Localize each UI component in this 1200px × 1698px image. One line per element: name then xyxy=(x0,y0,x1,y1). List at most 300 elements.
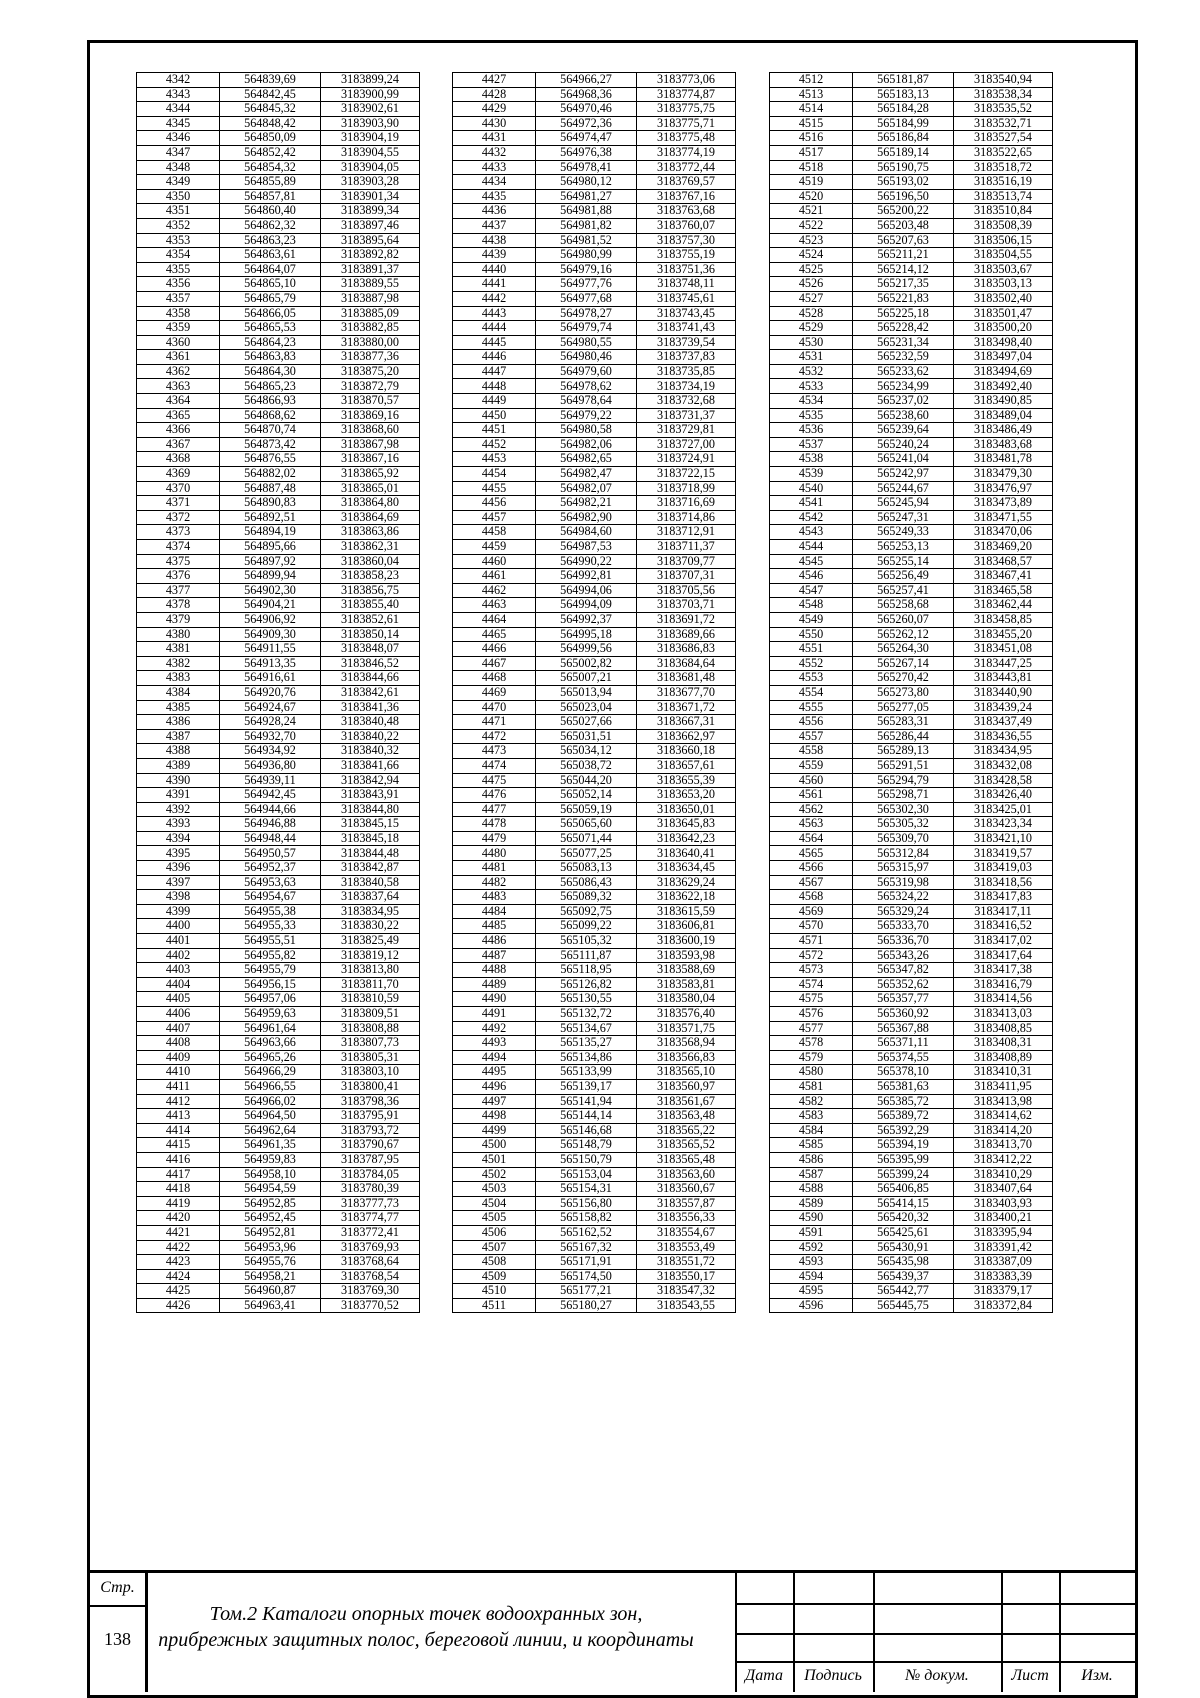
x-coordinate: 564839,69 xyxy=(220,73,321,88)
x-coordinate: 565184,99 xyxy=(853,116,954,131)
y-coordinate: 3183882,85 xyxy=(321,321,420,336)
point-number: 4488 xyxy=(453,963,536,978)
point-number: 4424 xyxy=(137,1269,220,1284)
x-coordinate: 564870,74 xyxy=(220,423,321,438)
point-number: 4475 xyxy=(453,773,536,788)
point-number: 4490 xyxy=(453,992,536,1007)
table-row xyxy=(453,73,736,88)
y-coordinate: 3183846,52 xyxy=(321,656,420,671)
y-coordinate: 3183413,70 xyxy=(954,1138,1053,1153)
y-coordinate: 3183862,31 xyxy=(321,540,420,555)
x-coordinate: 564946,88 xyxy=(220,817,321,832)
y-coordinate: 3183864,80 xyxy=(321,496,420,511)
point-number: 4591 xyxy=(770,1225,853,1240)
point-number: 4448 xyxy=(453,379,536,394)
point-number: 4492 xyxy=(453,1021,536,1036)
point-number: 4587 xyxy=(770,1167,853,1182)
point-number: 4372 xyxy=(137,510,220,525)
x-coordinate: 564850,09 xyxy=(220,131,321,146)
point-number: 4530 xyxy=(770,335,853,350)
x-coordinate: 565083,13 xyxy=(536,861,637,876)
table-row xyxy=(453,1182,736,1197)
point-number: 4483 xyxy=(453,890,536,905)
y-coordinate: 3183615,59 xyxy=(637,904,736,919)
y-coordinate: 3183593,98 xyxy=(637,948,736,963)
table-row xyxy=(770,569,1053,584)
y-coordinate: 3183705,56 xyxy=(637,583,736,598)
point-number: 4367 xyxy=(137,437,220,452)
x-coordinate: 565324,22 xyxy=(853,890,954,905)
table-row xyxy=(453,919,736,934)
point-number: 4411 xyxy=(137,1079,220,1094)
y-coordinate: 3183554,67 xyxy=(637,1225,736,1240)
x-coordinate: 564964,50 xyxy=(220,1109,321,1124)
table-row xyxy=(453,321,736,336)
x-coordinate: 564956,15 xyxy=(220,977,321,992)
y-coordinate: 3183773,06 xyxy=(637,73,736,88)
y-coordinate: 3183506,15 xyxy=(954,233,1053,248)
table-row xyxy=(453,1036,736,1051)
x-coordinate: 564902,30 xyxy=(220,583,321,598)
x-coordinate: 565258,68 xyxy=(853,598,954,613)
point-number: 4542 xyxy=(770,510,853,525)
x-coordinate: 565154,31 xyxy=(536,1182,637,1197)
point-number: 4391 xyxy=(137,788,220,803)
x-coordinate: 565177,21 xyxy=(536,1284,637,1299)
x-coordinate: 565023,04 xyxy=(536,700,637,715)
y-coordinate: 3183642,23 xyxy=(637,831,736,846)
y-coordinate: 3183408,31 xyxy=(954,1036,1053,1051)
table-row xyxy=(137,1269,420,1284)
table-row xyxy=(137,758,420,773)
y-coordinate: 3183416,79 xyxy=(954,977,1053,992)
y-coordinate: 3183395,94 xyxy=(954,1225,1053,1240)
table-row xyxy=(453,773,736,788)
x-coordinate: 565294,79 xyxy=(853,773,954,788)
y-coordinate: 3183711,37 xyxy=(637,540,736,555)
x-coordinate: 565167,32 xyxy=(536,1240,637,1255)
point-number: 4464 xyxy=(453,612,536,627)
point-number: 4487 xyxy=(453,948,536,963)
y-coordinate: 3183440,90 xyxy=(954,685,1053,700)
point-number: 4352 xyxy=(137,218,220,233)
table-row xyxy=(137,612,420,627)
table-row xyxy=(453,1255,736,1270)
x-coordinate: 565013,94 xyxy=(536,685,637,700)
stamp-label-sheet: Лист xyxy=(1011,1667,1049,1684)
x-coordinate: 564955,76 xyxy=(220,1255,321,1270)
table-row xyxy=(770,627,1053,642)
table-row xyxy=(770,1240,1053,1255)
x-coordinate: 565148,79 xyxy=(536,1138,637,1153)
table-row xyxy=(137,262,420,277)
x-coordinate: 564904,21 xyxy=(220,598,321,613)
x-coordinate: 564863,61 xyxy=(220,248,321,263)
point-number: 4379 xyxy=(137,612,220,627)
point-number: 4474 xyxy=(453,758,536,773)
table-row xyxy=(137,948,420,963)
y-coordinate: 3183852,61 xyxy=(321,612,420,627)
table-row xyxy=(770,1050,1053,1065)
y-coordinate: 3183891,37 xyxy=(321,262,420,277)
y-coordinate: 3183904,05 xyxy=(321,160,420,175)
table-row xyxy=(770,452,1053,467)
table-row xyxy=(770,1021,1053,1036)
y-coordinate: 3183800,41 xyxy=(321,1079,420,1094)
y-coordinate: 3183408,89 xyxy=(954,1050,1053,1065)
x-coordinate: 564981,88 xyxy=(536,204,637,219)
table-row xyxy=(453,700,736,715)
point-number: 4463 xyxy=(453,598,536,613)
x-coordinate: 565180,27 xyxy=(536,1298,637,1313)
point-number: 4457 xyxy=(453,510,536,525)
y-coordinate: 3183447,25 xyxy=(954,656,1053,671)
point-number: 4518 xyxy=(770,160,853,175)
y-coordinate: 3183498,40 xyxy=(954,335,1053,350)
y-coordinate: 3183568,94 xyxy=(637,1036,736,1051)
table-row xyxy=(137,656,420,671)
table-row xyxy=(770,1094,1053,1109)
table-row xyxy=(453,116,736,131)
table-row xyxy=(137,525,420,540)
table-row xyxy=(137,1225,420,1240)
y-coordinate: 3183777,73 xyxy=(321,1196,420,1211)
y-coordinate: 3183795,91 xyxy=(321,1109,420,1124)
y-coordinate: 3183518,72 xyxy=(954,160,1053,175)
y-coordinate: 3183606,81 xyxy=(637,919,736,934)
table-row xyxy=(137,335,420,350)
y-coordinate: 3183745,61 xyxy=(637,291,736,306)
table-row xyxy=(453,598,736,613)
point-number: 4402 xyxy=(137,948,220,963)
table-row xyxy=(770,831,1053,846)
y-coordinate: 3183684,64 xyxy=(637,656,736,671)
x-coordinate: 565150,79 xyxy=(536,1152,637,1167)
x-coordinate: 565126,82 xyxy=(536,977,637,992)
x-coordinate: 564980,12 xyxy=(536,175,637,190)
point-number: 4552 xyxy=(770,656,853,671)
table-row xyxy=(453,1123,736,1138)
point-number: 4524 xyxy=(770,248,853,263)
y-coordinate: 3183432,08 xyxy=(954,758,1053,773)
y-coordinate: 3183407,64 xyxy=(954,1182,1053,1197)
table-row xyxy=(770,364,1053,379)
point-number: 4510 xyxy=(453,1284,536,1299)
table-row xyxy=(453,233,736,248)
point-number: 4348 xyxy=(137,160,220,175)
y-coordinate: 3183434,95 xyxy=(954,744,1053,759)
point-number: 4446 xyxy=(453,350,536,365)
point-number: 4415 xyxy=(137,1138,220,1153)
y-coordinate: 3183527,54 xyxy=(954,131,1053,146)
table-row xyxy=(770,1225,1053,1240)
y-coordinate: 3183551,72 xyxy=(637,1255,736,1270)
x-coordinate: 565214,12 xyxy=(853,262,954,277)
point-number: 4509 xyxy=(453,1269,536,1284)
x-coordinate: 565394,19 xyxy=(853,1138,954,1153)
y-coordinate: 3183391,42 xyxy=(954,1240,1053,1255)
y-coordinate: 3183413,03 xyxy=(954,1007,1053,1022)
x-coordinate: 564979,22 xyxy=(536,408,637,423)
table-row xyxy=(137,131,420,146)
y-coordinate: 3183681,48 xyxy=(637,671,736,686)
table-row xyxy=(453,145,736,160)
x-coordinate: 565319,98 xyxy=(853,875,954,890)
stamp-label-revision: Изм. xyxy=(1081,1667,1113,1684)
y-coordinate: 3183892,82 xyxy=(321,248,420,263)
x-coordinate: 565291,51 xyxy=(853,758,954,773)
point-number: 4470 xyxy=(453,700,536,715)
table-row xyxy=(453,744,736,759)
table-row xyxy=(453,218,736,233)
point-number: 4592 xyxy=(770,1240,853,1255)
point-number: 4548 xyxy=(770,598,853,613)
x-coordinate: 564961,64 xyxy=(220,1021,321,1036)
table-row xyxy=(137,846,420,861)
table-row xyxy=(770,1123,1053,1138)
x-coordinate: 565237,02 xyxy=(853,394,954,409)
table-row xyxy=(453,1167,736,1182)
point-number: 4361 xyxy=(137,350,220,365)
table-row xyxy=(770,233,1053,248)
table-row xyxy=(453,1138,736,1153)
document-title: Том.2 Каталоги опорных точек водоохранных зон, прибрежных защитных полос, береговой линии, и координаты xyxy=(158,1603,694,1651)
point-number: 4462 xyxy=(453,583,536,598)
point-number: 4458 xyxy=(453,525,536,540)
point-number: 4438 xyxy=(453,233,536,248)
point-number: 4449 xyxy=(453,394,536,409)
point-number: 4420 xyxy=(137,1211,220,1226)
x-coordinate: 565395,99 xyxy=(853,1152,954,1167)
y-coordinate: 3183904,19 xyxy=(321,131,420,146)
y-coordinate: 3183863,86 xyxy=(321,525,420,540)
x-coordinate: 564952,85 xyxy=(220,1196,321,1211)
point-number: 4417 xyxy=(137,1167,220,1182)
y-coordinate: 3183561,67 xyxy=(637,1094,736,1109)
y-coordinate: 3183900,99 xyxy=(321,87,420,102)
y-coordinate: 3183867,16 xyxy=(321,452,420,467)
y-coordinate: 3183486,49 xyxy=(954,423,1053,438)
y-coordinate: 3183834,95 xyxy=(321,904,420,919)
table-row xyxy=(770,131,1053,146)
table-row xyxy=(453,540,736,555)
y-coordinate: 3183494,69 xyxy=(954,364,1053,379)
x-coordinate: 565253,13 xyxy=(853,540,954,555)
point-number: 4427 xyxy=(453,73,536,88)
x-coordinate: 564887,48 xyxy=(220,481,321,496)
x-coordinate: 564982,06 xyxy=(536,437,637,452)
y-coordinate: 3183560,67 xyxy=(637,1182,736,1197)
x-coordinate: 565343,26 xyxy=(853,948,954,963)
x-coordinate: 564916,61 xyxy=(220,671,321,686)
point-number: 4544 xyxy=(770,540,853,555)
table-row xyxy=(137,1298,420,1313)
point-number: 4476 xyxy=(453,788,536,803)
point-number: 4473 xyxy=(453,744,536,759)
y-coordinate: 3183774,77 xyxy=(321,1211,420,1226)
title-block xyxy=(90,1570,1135,1695)
x-coordinate: 565242,97 xyxy=(853,467,954,482)
table-row xyxy=(770,1269,1053,1284)
y-coordinate: 3183775,71 xyxy=(637,116,736,131)
point-number: 4541 xyxy=(770,496,853,511)
point-number: 4498 xyxy=(453,1109,536,1124)
y-coordinate: 3183808,88 xyxy=(321,1021,420,1036)
table-row xyxy=(453,642,736,657)
x-coordinate: 564876,55 xyxy=(220,452,321,467)
y-coordinate: 3183439,24 xyxy=(954,700,1053,715)
y-coordinate: 3183538,34 xyxy=(954,87,1053,102)
point-number: 4346 xyxy=(137,131,220,146)
table-row xyxy=(453,160,736,175)
x-coordinate: 564944,66 xyxy=(220,802,321,817)
x-coordinate: 565245,94 xyxy=(853,496,954,511)
x-coordinate: 565153,04 xyxy=(536,1167,637,1182)
y-coordinate: 3183437,49 xyxy=(954,715,1053,730)
x-coordinate: 565171,91 xyxy=(536,1255,637,1270)
point-number: 4452 xyxy=(453,437,536,452)
point-number: 4486 xyxy=(453,934,536,949)
y-coordinate: 3183768,64 xyxy=(321,1255,420,1270)
point-number: 4345 xyxy=(137,116,220,131)
table-row xyxy=(137,685,420,700)
x-coordinate: 565144,14 xyxy=(536,1109,637,1124)
y-coordinate: 3183566,83 xyxy=(637,1050,736,1065)
point-number: 4517 xyxy=(770,145,853,160)
table-row xyxy=(770,87,1053,102)
y-coordinate: 3183583,81 xyxy=(637,977,736,992)
y-coordinate: 3183417,11 xyxy=(954,904,1053,919)
y-coordinate: 3183904,55 xyxy=(321,145,420,160)
x-coordinate: 564981,27 xyxy=(536,189,637,204)
table-row xyxy=(453,715,736,730)
table-row xyxy=(137,1182,420,1197)
x-coordinate: 565273,80 xyxy=(853,685,954,700)
point-number: 4468 xyxy=(453,671,536,686)
point-number: 4397 xyxy=(137,875,220,890)
y-coordinate: 3183865,01 xyxy=(321,481,420,496)
x-coordinate: 565193,02 xyxy=(853,175,954,190)
table-row xyxy=(770,1079,1053,1094)
table-row xyxy=(770,1138,1053,1153)
x-coordinate: 565130,55 xyxy=(536,992,637,1007)
x-coordinate: 565267,14 xyxy=(853,656,954,671)
table-row xyxy=(770,262,1053,277)
table-row xyxy=(137,817,420,832)
x-coordinate: 565174,50 xyxy=(536,1269,637,1284)
x-coordinate: 564911,55 xyxy=(220,642,321,657)
point-number: 4381 xyxy=(137,642,220,657)
x-coordinate: 565347,82 xyxy=(853,963,954,978)
x-coordinate: 564992,37 xyxy=(536,612,637,627)
y-coordinate: 3183811,70 xyxy=(321,977,420,992)
table-row xyxy=(137,831,420,846)
point-number: 4382 xyxy=(137,656,220,671)
point-number: 4392 xyxy=(137,802,220,817)
y-coordinate: 3183428,58 xyxy=(954,773,1053,788)
x-coordinate: 564982,21 xyxy=(536,496,637,511)
x-coordinate: 564848,42 xyxy=(220,116,321,131)
x-coordinate: 565134,67 xyxy=(536,1021,637,1036)
table-row xyxy=(137,160,420,175)
point-number: 4547 xyxy=(770,583,853,598)
y-coordinate: 3183553,49 xyxy=(637,1240,736,1255)
y-coordinate: 3183880,00 xyxy=(321,335,420,350)
y-coordinate: 3183842,87 xyxy=(321,861,420,876)
point-number: 4549 xyxy=(770,612,853,627)
table-row xyxy=(770,861,1053,876)
x-coordinate: 565044,20 xyxy=(536,773,637,788)
y-coordinate: 3183867,98 xyxy=(321,437,420,452)
table-row xyxy=(137,861,420,876)
table-row xyxy=(137,598,420,613)
x-coordinate: 564980,46 xyxy=(536,350,637,365)
point-number: 4413 xyxy=(137,1109,220,1124)
table-row xyxy=(770,321,1053,336)
point-number: 4478 xyxy=(453,817,536,832)
point-number: 4515 xyxy=(770,116,853,131)
table-row xyxy=(453,671,736,686)
point-number: 4528 xyxy=(770,306,853,321)
x-coordinate: 565038,72 xyxy=(536,758,637,773)
point-number: 4434 xyxy=(453,175,536,190)
table-row xyxy=(137,364,420,379)
x-coordinate: 564842,45 xyxy=(220,87,321,102)
point-number: 4421 xyxy=(137,1225,220,1240)
x-coordinate: 564864,07 xyxy=(220,262,321,277)
table-row xyxy=(453,1240,736,1255)
point-number: 4440 xyxy=(453,262,536,277)
y-coordinate: 3183718,99 xyxy=(637,481,736,496)
table-row xyxy=(453,1284,736,1299)
y-coordinate: 3183543,55 xyxy=(637,1298,736,1313)
table-row xyxy=(453,612,736,627)
point-number: 4451 xyxy=(453,423,536,438)
point-number: 4588 xyxy=(770,1182,853,1197)
table-row xyxy=(770,817,1053,832)
table-row xyxy=(137,1196,420,1211)
y-coordinate: 3183840,58 xyxy=(321,875,420,890)
point-number: 4583 xyxy=(770,1109,853,1124)
table-row xyxy=(453,248,736,263)
point-number: 4365 xyxy=(137,408,220,423)
y-coordinate: 3183748,11 xyxy=(637,277,736,292)
table-row xyxy=(453,685,736,700)
table-row xyxy=(453,758,736,773)
y-coordinate: 3183885,09 xyxy=(321,306,420,321)
y-coordinate: 3183825,49 xyxy=(321,934,420,949)
x-coordinate: 565232,59 xyxy=(853,350,954,365)
y-coordinate: 3183483,68 xyxy=(954,437,1053,452)
point-number: 4516 xyxy=(770,131,853,146)
point-number: 4537 xyxy=(770,437,853,452)
point-number: 4410 xyxy=(137,1065,220,1080)
y-coordinate: 3183844,80 xyxy=(321,802,420,817)
x-coordinate: 564865,23 xyxy=(220,379,321,394)
x-coordinate: 564955,82 xyxy=(220,948,321,963)
point-number: 4578 xyxy=(770,1036,853,1051)
y-coordinate: 3183903,90 xyxy=(321,116,420,131)
y-coordinate: 3183490,85 xyxy=(954,394,1053,409)
point-number: 4437 xyxy=(453,218,536,233)
y-coordinate: 3183471,55 xyxy=(954,510,1053,525)
table-row xyxy=(137,175,420,190)
x-coordinate: 565392,29 xyxy=(853,1123,954,1138)
table-row xyxy=(770,145,1053,160)
point-number: 4535 xyxy=(770,408,853,423)
x-coordinate: 565262,12 xyxy=(853,627,954,642)
point-number: 4353 xyxy=(137,233,220,248)
